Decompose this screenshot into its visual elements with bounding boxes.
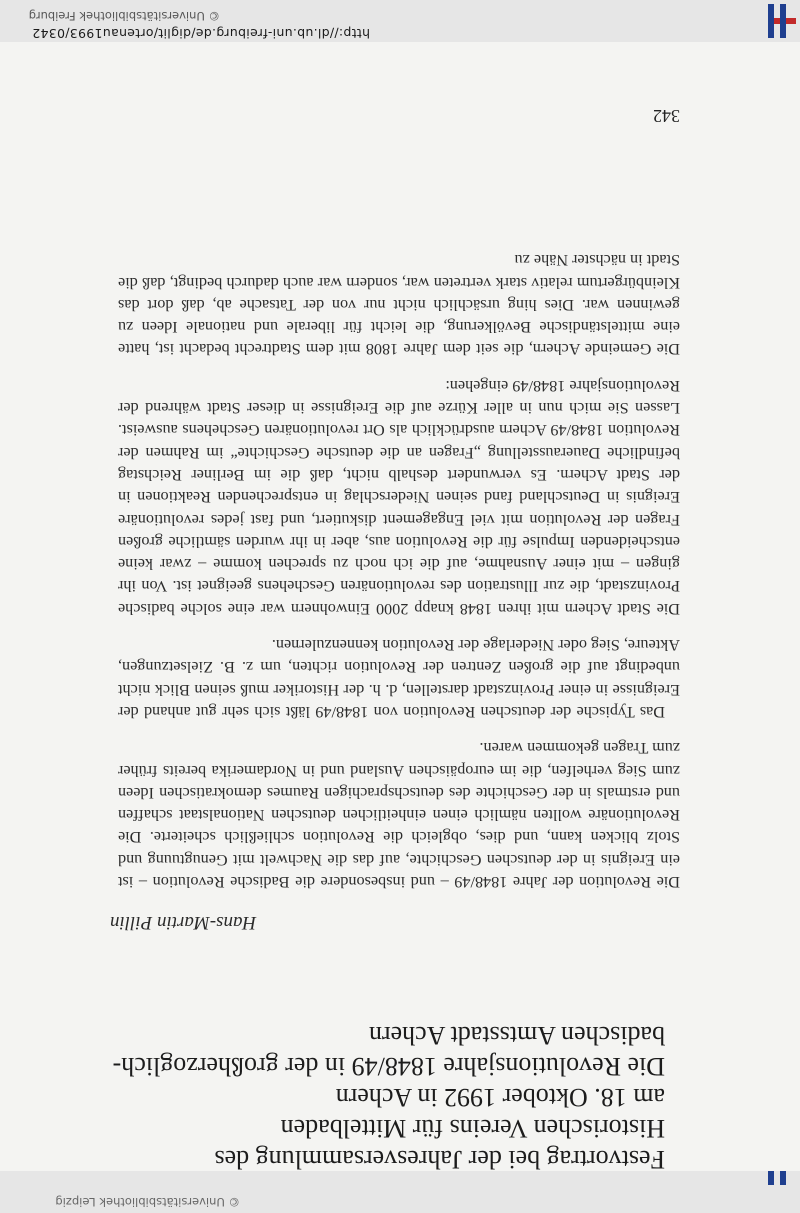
author-name: Hans-Martin Pillin [110,912,257,933]
title-line: Historischen Vereins für Mittelbaden [280,1114,665,1143]
library-logo-small-icon [750,1171,800,1213]
title-line: Festvortrag bei der Jahresversammlung des [214,1145,665,1174]
copyright-notice: © Universitätsbibliothek Freiburg [28,9,220,23]
page-number: 342 [653,106,680,126]
paragraph: Die Revolution der Jahre 1848/49 – und insbesondere die Badische Revolution – ist ein Ereignis in der deutschen Geschichte, auf das die Nachwelt mit Genugtuung und Stolz blicken kann, und dies, obgleich die Revolution schließlich scheiterte. Die Revolutionäre wollten nämlich einen einheitlichen deutschen Nationalstaat schaffen und erstmals in der Geschichte des deutschsprachigen Raumes demokratischen Ideen zum Sieg verhelfen, die im europäischen Ausland und in Nordamerika bereits früher zum Tragen gekommen waren. [118,739,680,891]
title-line: Die Revolutionsjahre 1848/49 in der großherzoglich- [112,1052,665,1081]
source-url[interactable]: http://dl.ub.uni-freiburg.de/diglit/ortenau1993/0342 [32,26,370,41]
paragraph: Das Typische der deutschen Revolution von 1848/49 läßt sich sehr gut anhand der Ereignisse in einer Provinzstadt darstellen, d. h. der Historiker muß seinen Blick nicht unbedingt auf die großen Zentren der Revolution richten, um z. B. Zielsetzungen, Akteure, Sieg oder Niederlage der Revolution kennenzulernen. [118,636,680,721]
library-logo-icon [750,0,800,42]
header-clipped-notice: © Universitätsbibliothek Leipzig [55,1195,240,1209]
page-title [35,1020,665,1175]
paragraph: Die Stadt Achern mit ihren 1848 knapp 2000 Einwohnern war eine solche badische Provinzstadt, die zur Illustration des revolutionären Geschehens geeignet ist. Von ihr gingen – mit einer Ausnahme, auf die ich noch zu sprechen komme – zwar keine entscheidenden Impulse für die Revolution aus, aber in ihr wurden sämtliche großen Fragen der Revolution mit viel Engagement diskutiert, und fast jedes revolutionäre Ereignis in Deutschland fand seinen Niederschlag in entsprechenden Reaktionen in der Stadt Achern. Es verwundert deshalb nicht, daß die im Berliner Reichstag befindliche Dauerausstellung „Fragen an die deutsche Geschichte“ im Rahmen der Revolution 1848/49 Achern ausdrücklich als Ort revolutionären Geschehens ausweist. Lassen Sie mich nun in aller Kürze auf die Ereignisse in dieser Stadt während der Revolutionsjahre 1848/49 eingehen: [118,376,680,618]
title-line: am 18. Oktober 1992 in Achern [335,1083,665,1112]
paragraph: Die Gemeinde Achern, die seit dem Jahre 1808 mit dem Stadtrecht bedacht ist, hatte eine mittelständische Bevölkerung, die leicht für liberale und nationale Ideen zu gewinnen war. Dies hing ursächlich nicht nur von der Tatsache ab, daß dort das Kleinbürgertum relativ stark vertreten war, sondern war auch dadurch bedingt, daß die Stadt in nächster Nähe zu [118,251,680,359]
title-line: badischen Amtsstadt Achern [368,1021,665,1050]
article-body [118,249,680,893]
